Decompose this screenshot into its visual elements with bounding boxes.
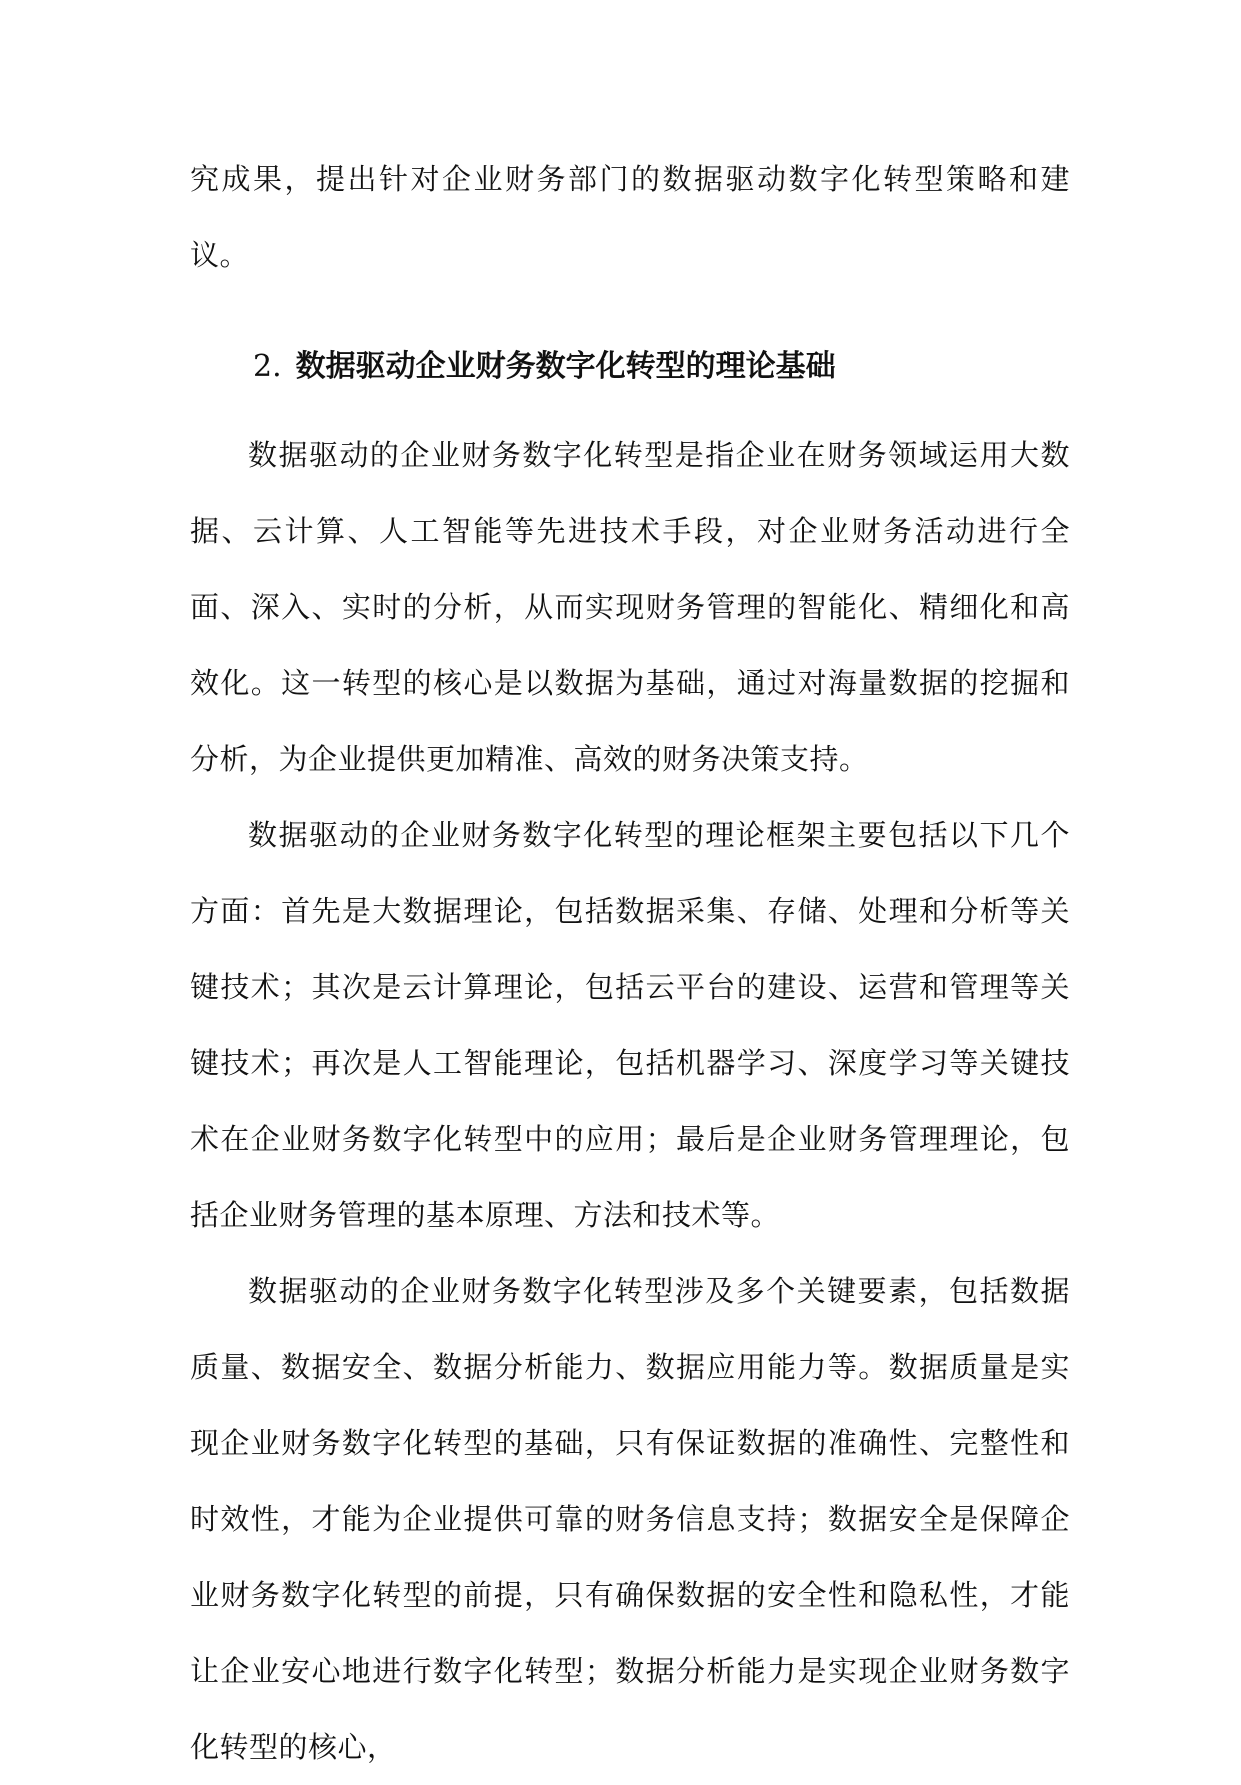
lead-paragraph: 究成果，提出针对企业财务部门的数据驱动数字化转型策略和建议。 — [190, 162, 1070, 272]
document-body — [190, 141, 1070, 1785]
body-paragraph-3: 数据驱动的企业财务数字化转型涉及多个关键要素，包括数据质量、数据安全、数据分析能力、数据应用能力等。数据质量是实现企业财务数字化转型的基础，只有保证数据的准确性、完整性和时效性，才能为企业提供可靠的财务信息支持；数据安全是保障企业财务数字化转型的前提，只有确保数据的安全性和隐私性，才能让企业安心地进行数字化转型；数据分析能力是实现企业财务数字化转型的核心， — [190, 1274, 1070, 1764]
section-heading — [190, 317, 1070, 417]
section-number: 2. — [253, 349, 282, 384]
body-paragraph-2: 数据驱动的企业财务数字化转型的理论框架主要包括以下几个方面：首先是大数据理论，包括数据采集、存储、处理和分析等关键技术；其次是云计算理论，包括云平台的建设、运营和管理等关键技术；再次是人工智能理论，包括机器学习、深度学习等关键技术在企业财务数字化转型中的应用；最后是企业财务管理理论，包括企业财务管理的基本原理、方法和技术等。 — [190, 818, 1070, 1232]
body-paragraph-1: 数据驱动的企业财务数字化转型是指企业在财务领域运用大数据、云计算、人工智能等先进技术手段，对企业财务活动进行全面、深入、实时的分析，从而实现财务管理的智能化、精细化和高效化。这一转型的核心是以数据为基础，通过对海量数据的挖掘和分析，为企业提供更加精准、高效的财务决策支持。 — [190, 438, 1070, 776]
section-title: 数据驱动企业财务数字化转型的理论基础 — [295, 349, 836, 384]
